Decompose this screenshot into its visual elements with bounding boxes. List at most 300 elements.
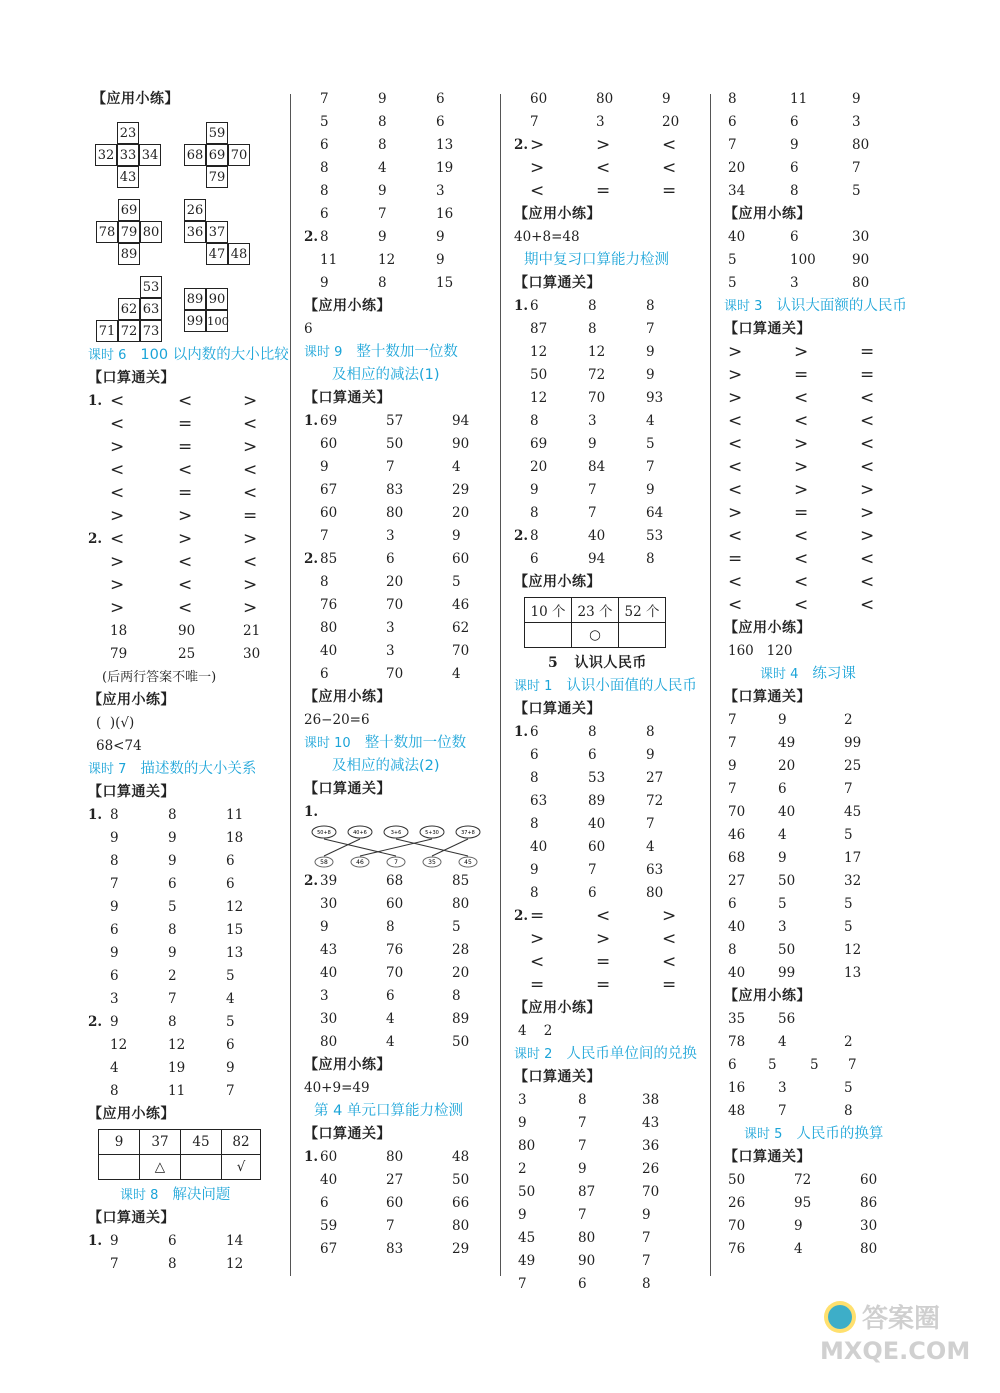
answer-value: 49 [778, 735, 796, 751]
answer-value: 48 [728, 1103, 746, 1119]
answer-value: 7 [642, 1253, 651, 1269]
comparison-symbol: > [243, 529, 258, 549]
answer-value: 12 [226, 1256, 244, 1272]
answer-value: 8 [378, 137, 387, 153]
lesson-name: 人民币的换算 [796, 1126, 884, 1142]
section-heading: 【应用小练】 [514, 1000, 601, 1016]
answer-value: 5 [452, 574, 461, 590]
answer-row [304, 157, 499, 180]
answer-value: 7 [110, 876, 119, 892]
comparison-symbol: > [178, 529, 193, 549]
answer-value: 60 [320, 1149, 338, 1165]
answer-value: 8 [578, 1092, 587, 1108]
comparison-symbol: < [662, 952, 677, 972]
answer-value: 70 [452, 643, 470, 659]
answer-row [514, 88, 709, 111]
answer-value: 8 [844, 1103, 853, 1119]
question-number: 1. [304, 413, 319, 429]
answer-value: 15 [226, 922, 244, 938]
lesson-8-title [88, 1184, 288, 1207]
lesson-name: 认识小面值的人民币 [566, 678, 697, 694]
answer-row [514, 790, 709, 813]
answer-row [514, 295, 709, 318]
answer-value: 25 [178, 646, 196, 662]
answer-value: 6 [226, 1037, 235, 1053]
answer-value: 8 [110, 853, 119, 869]
comparison-symbol: < [596, 158, 611, 178]
answer-value: 49 [518, 1253, 536, 1269]
question-number: 1. [514, 298, 529, 314]
answer-value: 20 [452, 505, 470, 521]
comparison-symbol: = [178, 483, 193, 503]
answer-row [304, 1192, 499, 1215]
comparison-symbol: < [178, 598, 193, 618]
lesson-7-table [88, 1126, 288, 1184]
grid-cell: 89 [118, 243, 140, 265]
answer-row [514, 387, 709, 410]
answer-value: 9 [852, 91, 861, 107]
answer-value: 5 [320, 114, 329, 130]
answer-value: 60 [386, 1195, 404, 1211]
section-heading: 【口算通关】 [304, 781, 391, 797]
grid-cell: 70 [228, 144, 250, 166]
comparison-symbol: < [860, 549, 875, 569]
answer-value: 27 [646, 770, 664, 786]
comparison-row [514, 905, 709, 928]
answer-value: 7 [386, 1218, 395, 1234]
answer-row [304, 433, 499, 456]
answer-value: 20 [728, 160, 746, 176]
midterm-table [514, 594, 709, 652]
answer-row [724, 1169, 919, 1192]
answer-value: 8 [728, 942, 737, 958]
answer-value: 86 [860, 1195, 878, 1211]
answer-row [514, 767, 709, 790]
fish-label: 7 [394, 859, 398, 866]
grid-cell: 69 [206, 144, 228, 166]
answer-value: 80 [452, 1218, 470, 1234]
comparison-symbol: > [860, 480, 875, 500]
answer-row [304, 870, 499, 893]
section-heading: 【口算通关】 [514, 1069, 601, 1085]
grid-cell: 26 [184, 199, 206, 221]
answer-value: 60 [320, 436, 338, 452]
column-divider-3 [710, 94, 711, 1276]
answer-value: 9 [518, 1115, 527, 1131]
section-heading: 【应用小练】 [514, 206, 601, 222]
answer-value: 6 [588, 747, 597, 763]
comparison-symbol: < [178, 552, 193, 572]
comparison-symbol: < [662, 158, 677, 178]
answer-row [724, 180, 919, 203]
answer-row [514, 1158, 709, 1181]
answer-value: 7 [728, 137, 737, 153]
answer-row [724, 732, 919, 755]
comparison-symbol: < [110, 391, 125, 411]
answer-value: 4 [778, 1034, 787, 1050]
section-heading: 【口算通关】 [514, 275, 601, 291]
comparison-row [88, 459, 288, 482]
comparison-symbol: < [794, 526, 809, 546]
answer-value: 6 [790, 160, 799, 176]
answer-value: 9 [320, 919, 329, 935]
answer-row [304, 594, 499, 617]
answer-value: 8 [530, 770, 539, 786]
answer-value: 48 [452, 1149, 470, 1165]
comparison-symbol: = [662, 975, 677, 995]
answer-value: 6 [110, 968, 119, 984]
lesson-number: 课时 9 [304, 345, 343, 360]
answer-row [724, 801, 919, 824]
comparison-row [88, 390, 288, 413]
answer-value: 80 [452, 896, 470, 912]
question-number: 2. [514, 137, 529, 153]
match-line [396, 839, 468, 856]
comparison-symbol: < [794, 411, 809, 431]
answer-value: 9 [110, 1233, 119, 1249]
answer-value: 59 [320, 1218, 338, 1234]
comparison-symbol: < [794, 388, 809, 408]
comparison-symbol: < [728, 434, 743, 454]
answer-value: 2 [168, 968, 177, 984]
answer-value: 70 [386, 666, 404, 682]
answer-value: 7 [646, 321, 655, 337]
answer-value: 12 [530, 390, 548, 406]
answer-value: 40 [320, 1172, 338, 1188]
comparison-symbol: < [596, 906, 611, 926]
answer-value: 40 [778, 804, 796, 820]
answer-value: 26 [642, 1161, 660, 1177]
answer-row [304, 479, 499, 502]
answer-row [304, 962, 499, 985]
comparison-symbol: > [794, 434, 809, 454]
answer-row [514, 1112, 709, 1135]
answer-value: 40 [320, 643, 338, 659]
comparison-row [514, 928, 709, 951]
answer-text: 40+8=48 [514, 229, 580, 245]
answer-value: 4 [226, 991, 235, 1007]
answer-value: 6 [728, 896, 737, 912]
grid-cell: 33 [117, 144, 139, 166]
answer-value: 4 [646, 839, 655, 855]
answer-text: 160 120 [728, 643, 793, 659]
section-heading: 【应用小练】 [724, 988, 811, 1004]
answer-row [304, 939, 499, 962]
answer-value: 8 [646, 298, 655, 314]
section-heading: 【应用小练】 [724, 206, 811, 222]
answer-value: 7 [530, 114, 539, 130]
answer-value: 9 [778, 712, 787, 728]
answer-value: 6 [530, 747, 539, 763]
answer-value: 62 [452, 620, 470, 636]
comparison-symbol: > [728, 365, 743, 385]
answer-row [304, 203, 499, 226]
answer-row [304, 502, 499, 525]
answer-value: 12 [844, 942, 862, 958]
answer-value: 7 [578, 1207, 587, 1223]
comparison-row [724, 410, 919, 433]
answer-row [724, 249, 919, 272]
grid-cell: 43 [117, 166, 139, 188]
lesson-number: 课时 1 [514, 679, 553, 694]
answer-value: 8 [110, 1083, 119, 1099]
comparison-row [514, 134, 709, 157]
answer-value: 8 [588, 724, 597, 740]
answer-value: 63 [530, 793, 548, 809]
answer-value: 4 [452, 666, 461, 682]
comparison-row [724, 502, 919, 525]
grid-cell: 62 [118, 298, 140, 320]
answer-row [514, 813, 709, 836]
pot-label: 50+8 [317, 830, 331, 836]
answer-value: 20 [386, 574, 404, 590]
answer-value: 9 [110, 830, 119, 846]
answer-value: 9 [378, 229, 387, 245]
answer-text: 26−20=6 [304, 712, 370, 728]
answer-value: 20 [452, 965, 470, 981]
answer-value: 99 [844, 735, 862, 751]
answer-value: 9 [794, 1218, 803, 1234]
answer-row [724, 1031, 919, 1054]
answer-row [88, 873, 288, 896]
comparison-symbol: > [794, 457, 809, 477]
answer-value: 87 [530, 321, 548, 337]
answer-value: 80 [320, 620, 338, 636]
answer-value: 3 [852, 114, 861, 130]
answer-row [724, 755, 919, 778]
answer-text: 4 2 [518, 1023, 553, 1039]
table-cell: △ [140, 1155, 181, 1180]
answer-value: 8 [168, 807, 177, 823]
grid-cell: 71 [96, 320, 118, 342]
answer-value: 84 [588, 459, 606, 475]
grid-cell: 23 [117, 122, 139, 144]
answer-value: 53 [646, 528, 664, 544]
answer-value: 8 [320, 229, 329, 245]
lesson-number: 课时 5 [744, 1127, 783, 1142]
answer-value: 8 [530, 505, 539, 521]
answer-text: 40+9=49 [304, 1080, 370, 1096]
answer-value: 80 [386, 505, 404, 521]
comparison-row [724, 548, 919, 571]
question-number: 2. [304, 873, 319, 889]
answer-value: 7 [728, 712, 737, 728]
answer-row [724, 1238, 919, 1261]
answer-value: 8 [728, 91, 737, 107]
comparison-symbol: > [243, 575, 258, 595]
table-cell: √ [222, 1155, 261, 1180]
answer-value: 6 [728, 1057, 737, 1073]
grid-cell: 63 [140, 298, 162, 320]
comparison-symbol: = [794, 365, 809, 385]
answer-value: 3 [320, 988, 329, 1004]
answer-value: 7 [386, 459, 395, 475]
answer-table [524, 597, 666, 648]
answer-value: 12 [168, 1037, 186, 1053]
answer-value: 60 [386, 896, 404, 912]
answer-value: 76 [320, 597, 338, 613]
answer-value: 8 [646, 724, 655, 740]
answer-row [304, 1238, 499, 1261]
comparison-symbol: > [530, 135, 545, 155]
answer-row [724, 893, 919, 916]
fish-label: 46 [356, 859, 364, 866]
answer-value: 9 [378, 91, 387, 107]
answer-value: 80 [578, 1230, 596, 1246]
pot-label: 40+6 [353, 830, 367, 836]
answer-row [88, 919, 288, 942]
answer-value: 89 [452, 1011, 470, 1027]
answer-row [304, 1169, 499, 1192]
comparison-row [724, 594, 919, 617]
column-divider-1 [290, 94, 291, 1276]
answer-row [304, 1031, 499, 1054]
answer-value: 50 [728, 1172, 746, 1188]
grid-cell: 32 [95, 144, 117, 166]
answer-value: 80 [852, 137, 870, 153]
answer-value: 9 [778, 850, 787, 866]
comparison-symbol: > [243, 437, 258, 457]
answer-value: 7 [588, 505, 597, 521]
answer-value: 7 [378, 206, 387, 222]
comparison-symbol: > [728, 503, 743, 523]
comparison-symbol: < [178, 391, 193, 411]
answer-value: 43 [320, 942, 338, 958]
comparison-row [88, 413, 288, 436]
answer-value: 12 [110, 1037, 128, 1053]
answer-value: 7 [728, 781, 737, 797]
answer-value: 90 [178, 623, 196, 639]
answer-value: 79 [110, 646, 128, 662]
fish-label: 58 [320, 859, 328, 866]
answer-value: 3 [778, 1080, 787, 1096]
answer-value: 50 [452, 1034, 470, 1050]
answer-value: 40 [728, 919, 746, 935]
answer-row [724, 1215, 919, 1238]
answer-value: 8 [646, 551, 655, 567]
answer-row [304, 1008, 499, 1031]
answer-value: 7 [320, 91, 329, 107]
answer-value: 27 [386, 1172, 404, 1188]
comparison-row [724, 525, 919, 548]
answer-value: 8 [110, 807, 119, 823]
answer-value: 85 [452, 873, 470, 889]
answer-value: 30 [860, 1218, 878, 1234]
grid-cell: 78 [96, 221, 118, 243]
comparison-symbol: < [794, 572, 809, 592]
answer-value: 8 [378, 275, 387, 291]
answer-value: 6 [168, 876, 177, 892]
answer-value: 9 [518, 1207, 527, 1223]
answer-value: 5 [728, 252, 737, 268]
answer-value: 6 [436, 114, 445, 130]
lesson-number: 课时 10 [304, 736, 351, 751]
answer-value: 87 [578, 1184, 596, 1200]
answer-value: 6 [588, 885, 597, 901]
answer-value: 13 [226, 945, 244, 961]
answer-value: 83 [386, 482, 404, 498]
answer-value: 7 [168, 991, 177, 1007]
answer-row [304, 272, 499, 295]
answer-value: 5 [226, 1014, 235, 1030]
comparison-symbol: > [110, 598, 125, 618]
answer-row [304, 249, 499, 272]
answer-row [724, 939, 919, 962]
lesson-name: 认识大面额的人民币 [776, 298, 907, 314]
answer-value: 11 [790, 91, 808, 107]
question-number: 1. [304, 1149, 319, 1165]
matching-svg [304, 824, 484, 870]
answer-value: 9 [646, 482, 655, 498]
answer-value: 7 [852, 160, 861, 176]
lesson-name: 描述数的大小关系 [140, 761, 257, 777]
answer-value: 9 [728, 758, 737, 774]
answer-value: 3 [386, 643, 395, 659]
answer-value: 5 [844, 1080, 853, 1096]
answer-value: 69 [320, 413, 338, 429]
lesson-7-title [88, 758, 288, 781]
answer-value: 5 [844, 896, 853, 912]
answer-row [304, 640, 499, 663]
grid-cell: 100 [206, 310, 228, 332]
answer-value: 12 [530, 344, 548, 360]
answer-value: 5 [168, 899, 177, 915]
comparison-symbol: > [794, 480, 809, 500]
answer-value: 90 [852, 252, 870, 268]
answer-value: 3 [596, 114, 605, 130]
answer-value: 7 [728, 735, 737, 751]
answer-value: 4 [110, 1060, 119, 1076]
answer-value: 8 [320, 160, 329, 176]
answer-value: 7 [578, 1138, 587, 1154]
comparison-symbol: > [110, 506, 125, 526]
answer-value: 28 [452, 942, 470, 958]
comparison-symbol: > [243, 598, 258, 618]
answer-text: ( )(√) [96, 715, 135, 731]
answer-value: 76 [386, 942, 404, 958]
midterm-title: 期中复习口算能力检测 [524, 252, 669, 268]
answer-row [514, 1204, 709, 1227]
answer-value: 70 [386, 597, 404, 613]
grid-cell: 80 [140, 221, 162, 243]
answer-value: 6 [320, 1195, 329, 1211]
answer-value: 30 [852, 229, 870, 245]
answer-value: 6 [386, 551, 395, 567]
answer-row [724, 1054, 919, 1077]
answer-row [724, 226, 919, 249]
comparison-symbol: < [662, 135, 677, 155]
comparison-symbol: = [596, 975, 611, 995]
answer-value: 8 [320, 183, 329, 199]
answer-row [724, 1077, 919, 1100]
answer-row [88, 620, 288, 643]
answer-row [304, 571, 499, 594]
answer-value: 9 [790, 137, 799, 153]
table-cell [525, 623, 572, 648]
answer-value: 5 [768, 1057, 777, 1073]
answer-row [724, 778, 919, 801]
answer-value: 67 [320, 1241, 338, 1257]
comparison-symbol: = [596, 181, 611, 201]
section-heading: 【应用小练】 [88, 692, 175, 708]
comparison-row [88, 574, 288, 597]
answer-row [514, 111, 709, 134]
question-number: 1. [304, 804, 319, 820]
comparison-row [724, 387, 919, 410]
comparison-symbol: < [728, 457, 743, 477]
answer-row [304, 1146, 499, 1169]
answer-value: 14 [226, 1233, 244, 1249]
